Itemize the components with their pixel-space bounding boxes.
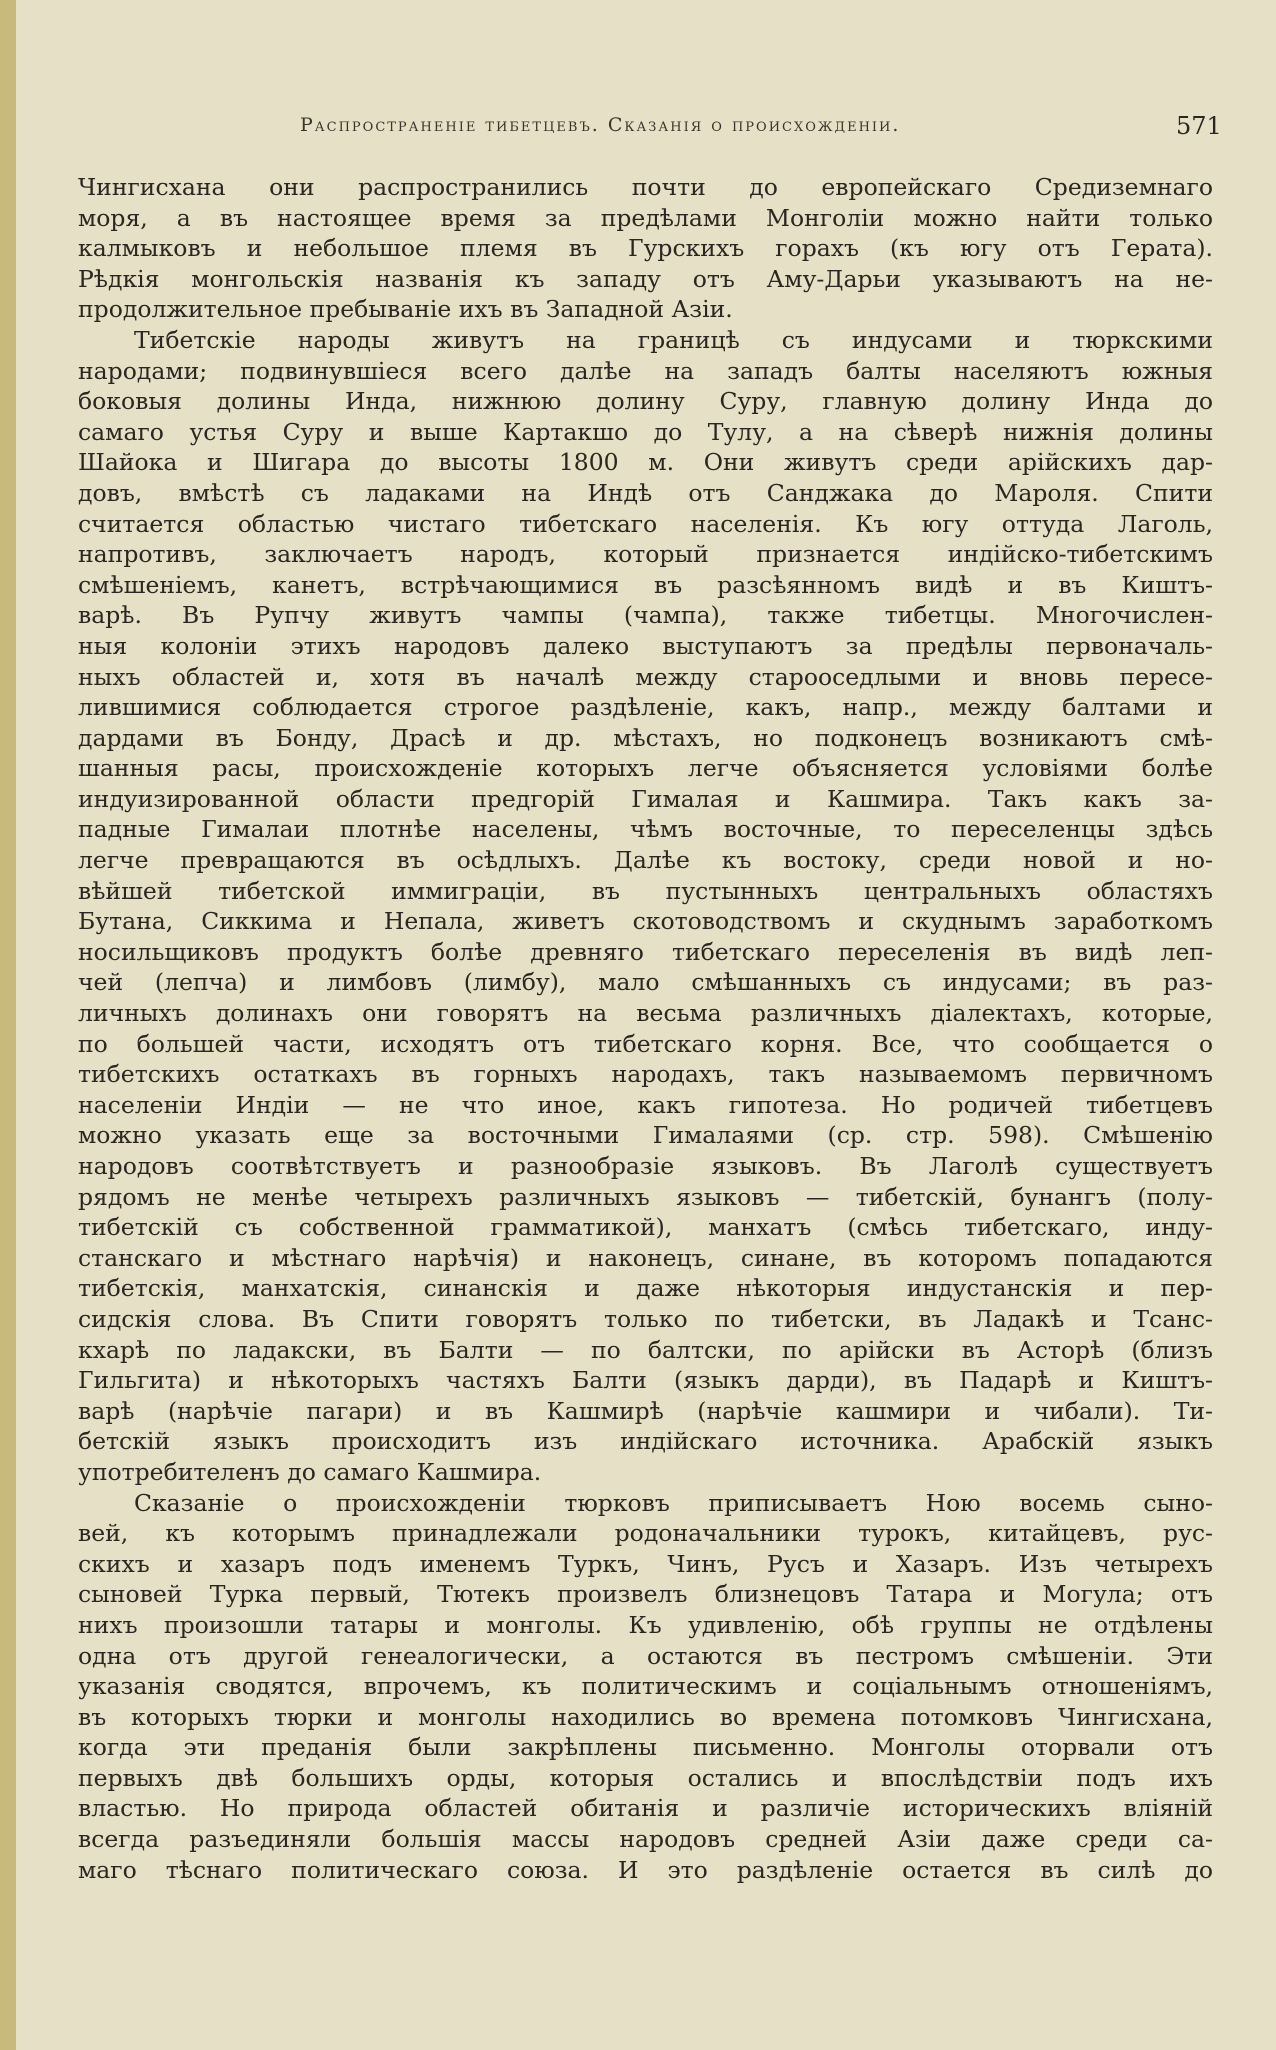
- text-line: властью. Но природа областей обитанiя и различiе историческихъ влiянiй: [78, 1794, 1213, 1823]
- text-line: шанныя расы, происхожденiе которыхъ легче объясняется условiями болѣе: [78, 754, 1213, 783]
- body-text: [78, 172, 1213, 1885]
- text-line: довъ, вмѣстѣ съ ладаками на Индѣ отъ Санджака до Мароля. Спити: [78, 478, 1213, 507]
- text-line: скихъ и хазаръ подъ именемъ Туркъ, Чинъ, Русъ и Хазаръ. Изъ четырехъ: [78, 1549, 1213, 1578]
- text-line: смѣшенiемъ, канетъ, встрѣчающимися въ разсѣянномъ видѣ и въ Киштъ-: [78, 570, 1213, 599]
- text-line: индуизированной области предгорiй Гималая и Кашмира. Такъ какъ за-: [78, 784, 1213, 813]
- text-line: лившимися соблюдается строгое раздѣленiе, какъ, напр., между балтами и: [78, 693, 1213, 722]
- text-line: народами; подвинувшiеся всего далѣе на западъ балты населяютъ южныя: [78, 356, 1213, 385]
- text-line: считается областью чистаго тибетскаго населенiя. Къ югу оттуда Лаголь,: [78, 509, 1213, 538]
- text-line: Гильгита) и нѣкоторыхъ частяхъ Балти (языкъ дарди), въ Падарѣ и Киштъ-: [78, 1366, 1213, 1395]
- text-line: Рѣдкiя монгольскiя названiя къ западу отъ Аму-Дарьи указываютъ на не-: [78, 264, 1213, 293]
- text-line: варѣ. Въ Рупчу живутъ чампы (чампа), также тибетцы. Многочислен-: [78, 601, 1213, 630]
- paragraph-first-line: Тибетскiе народы живутъ на границѣ съ индусами и тюркскими: [134, 325, 1213, 354]
- text-line: падные Гималаи плотнѣе населены, чѣмъ восточные, то переселенцы здѣсь: [78, 815, 1213, 844]
- text-line: Бутана, Сиккима и Непала, живетъ скотоводствомъ и скуднымъ заработкомъ: [78, 907, 1213, 936]
- text-line: въ которыхъ тюрки и монголы находились во времена потомковъ Чингисхана,: [78, 1702, 1213, 1731]
- paragraph-first-line: Сказанiе о происхожденiи тюрковъ приписываетъ Ною восемь сыно-: [134, 1488, 1213, 1517]
- text-line: маго тѣснаго политическаго союза. И это раздѣленiе остается въ силѣ до: [78, 1855, 1213, 1884]
- text-line: легче превращаются въ осѣдлыхъ. Далѣе къ востоку, среди новой и но-: [78, 846, 1213, 875]
- text-line: бетскiй языкъ происходитъ изъ индiйскаго источника. Арабскiй языкъ: [78, 1427, 1213, 1456]
- text-line: личныхъ долинахъ они говорятъ на весьма различныхъ дiалектахъ, которые,: [78, 999, 1213, 1028]
- text-line: рядомъ не менѣе четырехъ различныхъ языковъ — тибетскiй, бунангъ (полу-: [78, 1182, 1213, 1211]
- text-line: Шайока и Шигара до высоты 1800 м. Они живутъ среди арiйскихъ дар-: [78, 448, 1213, 477]
- text-line: моря, а въ настоящее время за предѣлами Монголiи можно найти только: [78, 203, 1213, 232]
- text-line: всегда разъединяли большiя массы народовъ средней Азiи даже среди са-: [78, 1825, 1213, 1854]
- text-line: когда эти преданiя были закрѣплены письменно. Монголы оторвали отъ: [78, 1733, 1213, 1762]
- page-number: 571: [1176, 112, 1222, 140]
- text-line: можно указать еще за восточными Гималаями (ср. стр. 598). Смѣшенiю: [78, 1121, 1213, 1150]
- text-line: носильщиковъ продуктъ болѣе древняго тибетскаго переселенiя въ видѣ леп-: [78, 937, 1213, 966]
- text-line: народовъ соотвѣтствуетъ и разнообразiе языковъ. Въ Лаголѣ существуетъ: [78, 1152, 1213, 1180]
- text-line: употребителенъ до самаго Кашмира.: [78, 1457, 542, 1486]
- text-line: первыхъ двѣ большихъ орды, которыя остались и впослѣдствiи подъ ихъ: [78, 1763, 1213, 1792]
- text-line: самаго устья Суру и выше Картакшо до Тулу, а на сѣверѣ нижнiя долины: [78, 417, 1213, 446]
- text-line: тибетскiя, манхатскiя, синанскiя и даже нѣкоторыя индустанскiя и пер-: [78, 1274, 1213, 1303]
- text-line: ныхъ областей и, хотя въ началѣ между старооседлыми и вновь пересе-: [78, 662, 1213, 691]
- text-line: станскаго и мѣстнаго нарѣчiя) и наконецъ, синане, въ которомъ попадаются: [78, 1243, 1213, 1272]
- text-line: вей, къ которымъ принадлежали родоначальники турокъ, китайцевъ, рус-: [78, 1519, 1213, 1548]
- text-line: чей (лепча) и лимбовъ (лимбу), мало смѣшанныхъ съ индусами; въ раз-: [78, 968, 1213, 997]
- text-line: указанiя сводятся, впрочемъ, къ политическимъ и соцiальнымъ отношенiямъ,: [78, 1672, 1213, 1701]
- text-line: напротивъ, заключаетъ народъ, который признается индiйско-тибетскимъ: [78, 540, 1213, 569]
- text-line: вѣйшей тибетской иммиграцiи, въ пустынныхъ центральныхъ областяхъ: [78, 876, 1213, 905]
- text-line: калмыковъ и небольшое племя въ Гурскихъ горахъ (къ югу отъ Герата).: [78, 234, 1213, 263]
- text-line: одна отъ другой генеалогически, а остаются въ пестромъ смѣшенiи. Эти: [78, 1641, 1213, 1670]
- text-line: боковыя долины Инда, нижнюю долину Суру, главную долину Инда до: [78, 387, 1213, 416]
- text-line: тибетскихъ остаткахъ въ горныхъ народахъ, такъ называемомъ первичномъ: [78, 1060, 1213, 1089]
- text-line: продолжительное пребыванiе ихъ въ Западной Азiи.: [78, 295, 733, 324]
- text-line: тибетскiй съ собственной грамматикой), манхатъ (смѣсь тибетскаго, инду-: [78, 1213, 1213, 1242]
- text-line: ныя колонiи этихъ народовъ далеко выступаютъ за предѣлы первоначаль-: [78, 631, 1213, 660]
- running-title: Распространенiе тибетцевъ. Сказанiя о происхожденiи.: [300, 114, 901, 136]
- text-line: Чингисхана они распространились почти до европейскаго Средиземнаго: [78, 173, 1213, 201]
- text-line: нихъ произошли татары и монголы. Къ удивленiю, обѣ группы не отдѣлены: [78, 1610, 1213, 1639]
- text-line: сидскiя слова. Въ Спити говорятъ только по тибетски, въ Ладакѣ и Тсанс-: [78, 1304, 1213, 1333]
- text-line: кхарѣ по ладакски, въ Балти — по балтски, по арiйски въ Асторѣ (близъ: [78, 1335, 1213, 1364]
- text-line: варѣ (нарѣчiе пагари) и въ Кашмирѣ (нарѣчiе кашмири и чибали). Ти-: [78, 1396, 1213, 1425]
- page-spine-edge: [0, 0, 16, 2050]
- text-line: населенiи Индiи — не что иное, какъ гипотеза. Но родичей тибетцевъ: [78, 1090, 1213, 1119]
- text-line: сыновей Турка первый, Тютекъ произвелъ близнецовъ Татара и Могула; отъ: [78, 1580, 1213, 1609]
- text-line: дардами въ Бонду, Драсѣ и др. мѣстахъ, но подконецъ возникаютъ смѣ-: [78, 723, 1213, 752]
- text-line: по большей части, исходятъ отъ тибетскаго корня. Все, что сообщается о: [78, 1029, 1213, 1058]
